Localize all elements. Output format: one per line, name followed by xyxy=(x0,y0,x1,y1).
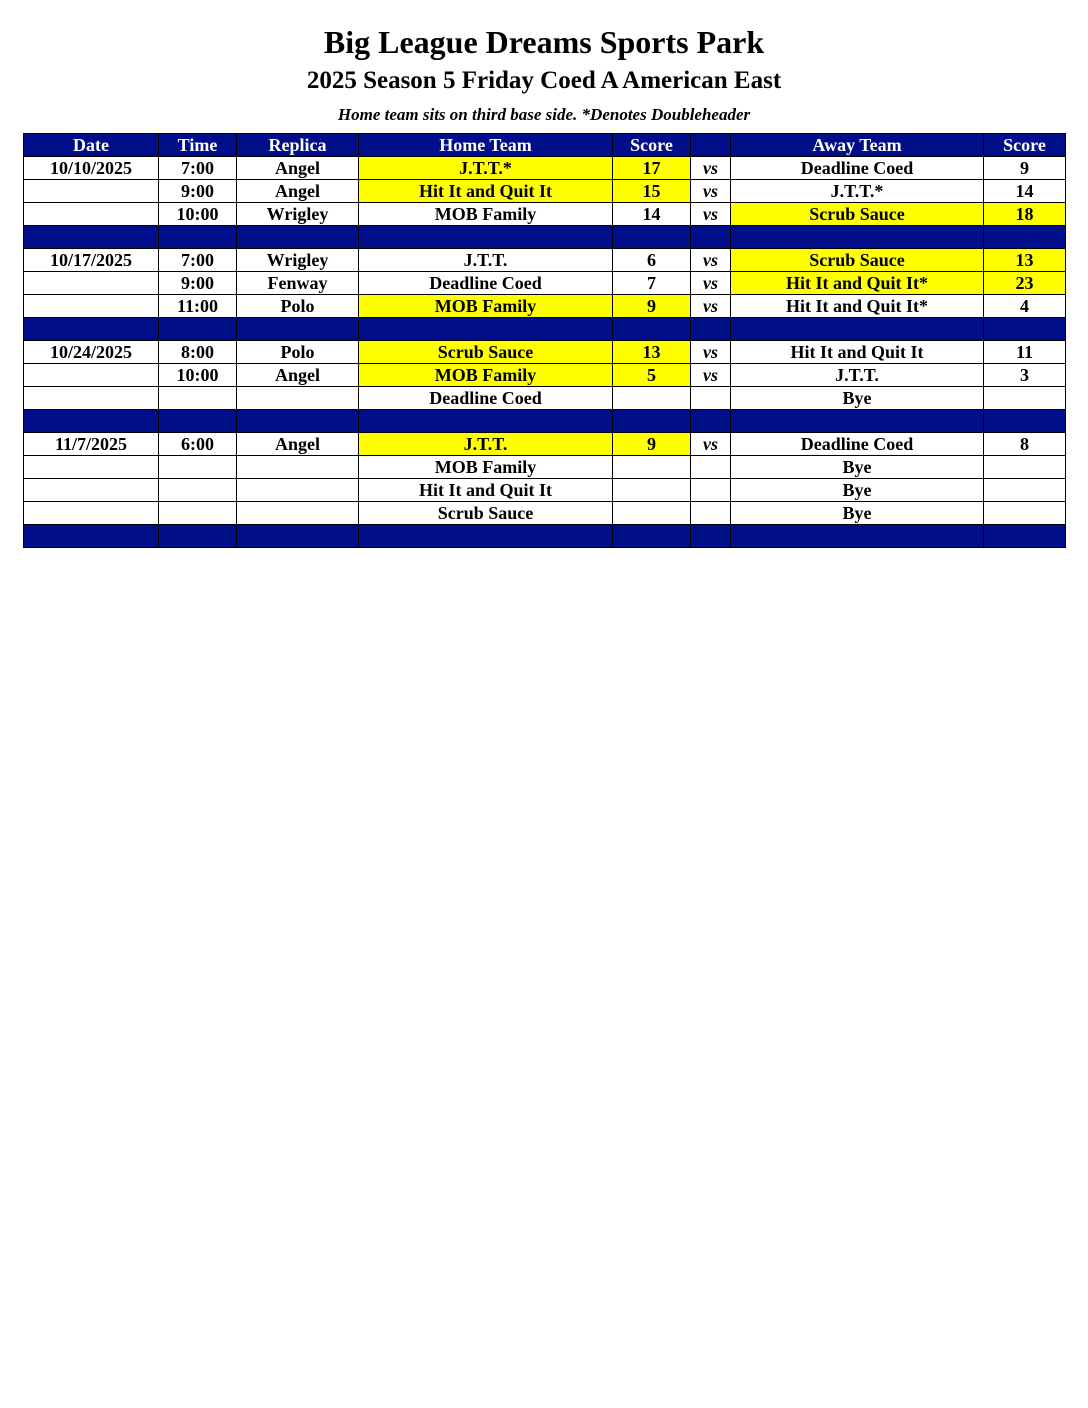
page-subtitle: 2025 Season 5 Friday Coed A American East xyxy=(306,67,782,94)
separator-cell xyxy=(691,318,731,341)
time-cell xyxy=(159,479,237,502)
table-row xyxy=(24,295,1066,318)
away-score-cell xyxy=(984,387,1066,410)
date-cell xyxy=(24,364,159,387)
away-team-cell: Hit It and Quit It xyxy=(731,341,984,364)
separator-cell xyxy=(24,318,159,341)
separator-cell xyxy=(237,525,359,548)
away-score-cell: 18 xyxy=(984,203,1066,226)
column-header-vs xyxy=(691,134,731,157)
away-team-cell: Deadline Coed xyxy=(731,157,984,180)
separator-cell xyxy=(984,318,1066,341)
vs-cell: vs xyxy=(691,157,731,180)
date-cell xyxy=(24,180,159,203)
table-row xyxy=(24,180,1066,203)
away-team-cell: J.T.T. xyxy=(731,364,984,387)
column-header-replica: Replica xyxy=(237,134,359,157)
table-row xyxy=(24,203,1066,226)
home-score-cell: 14 xyxy=(613,203,691,226)
separator-cell xyxy=(691,410,731,433)
time-cell: 6:00 xyxy=(159,433,237,456)
vs-cell: vs xyxy=(691,249,731,272)
home-score-cell xyxy=(613,502,691,525)
away-team-cell: J.T.T.* xyxy=(731,180,984,203)
replica-cell xyxy=(237,502,359,525)
table-row xyxy=(24,456,1066,479)
separator-cell xyxy=(24,226,159,249)
table-row xyxy=(24,341,1066,364)
away-score-cell: 11 xyxy=(984,341,1066,364)
column-header-home-score: Score xyxy=(613,134,691,157)
separator-cell xyxy=(24,410,159,433)
home-score-cell: 7 xyxy=(613,272,691,295)
vs-cell: vs xyxy=(691,364,731,387)
home-team-cell: Scrub Sauce xyxy=(359,502,613,525)
column-header-date: Date xyxy=(24,134,159,157)
separator-cell xyxy=(159,525,237,548)
date-cell xyxy=(24,502,159,525)
table-row xyxy=(24,479,1066,502)
vs-cell xyxy=(691,456,731,479)
replica-cell: Polo xyxy=(237,341,359,364)
schedule-table xyxy=(23,133,1066,548)
separator-cell xyxy=(691,226,731,249)
date-cell xyxy=(24,479,159,502)
home-team-cell: Hit It and Quit It xyxy=(359,180,613,203)
date-cell: 11/7/2025 xyxy=(24,433,159,456)
date-cell: 10/24/2025 xyxy=(24,341,159,364)
vs-cell: vs xyxy=(691,203,731,226)
separator-cell xyxy=(159,318,237,341)
vs-cell xyxy=(691,387,731,410)
separator-row xyxy=(24,410,1066,433)
column-header-home-team: Home Team xyxy=(359,134,613,157)
time-cell: 11:00 xyxy=(159,295,237,318)
date-cell xyxy=(24,456,159,479)
home-score-cell: 5 xyxy=(613,364,691,387)
home-team-cell: MOB Family xyxy=(359,203,613,226)
replica-cell: Angel xyxy=(237,433,359,456)
separator-cell xyxy=(613,525,691,548)
table-row xyxy=(24,387,1066,410)
away-score-cell: 4 xyxy=(984,295,1066,318)
separator-cell xyxy=(691,525,731,548)
replica-cell xyxy=(237,456,359,479)
away-team-cell: Bye xyxy=(731,387,984,410)
away-team-cell: Scrub Sauce xyxy=(731,203,984,226)
separator-cell xyxy=(24,525,159,548)
away-team-cell: Bye xyxy=(731,479,984,502)
separator-cell xyxy=(159,226,237,249)
away-team-cell: Bye xyxy=(731,502,984,525)
away-score-cell: 8 xyxy=(984,433,1066,456)
home-team-cell: Deadline Coed xyxy=(359,387,613,410)
away-score-cell: 13 xyxy=(984,249,1066,272)
time-cell xyxy=(159,456,237,479)
home-team-cell: MOB Family xyxy=(359,295,613,318)
replica-cell xyxy=(237,479,359,502)
separator-cell xyxy=(731,318,984,341)
header-row xyxy=(24,134,1066,157)
home-score-cell: 9 xyxy=(613,295,691,318)
vs-cell: vs xyxy=(691,295,731,318)
replica-cell xyxy=(237,387,359,410)
time-cell: 8:00 xyxy=(159,341,237,364)
time-cell: 7:00 xyxy=(159,249,237,272)
home-team-cell: J.T.T.* xyxy=(359,157,613,180)
separator-cell xyxy=(731,525,984,548)
separator-cell xyxy=(359,226,613,249)
time-cell: 7:00 xyxy=(159,157,237,180)
away-score-cell xyxy=(984,456,1066,479)
replica-cell: Wrigley xyxy=(237,203,359,226)
date-cell xyxy=(24,387,159,410)
date-cell xyxy=(24,272,159,295)
vs-cell: vs xyxy=(691,180,731,203)
away-score-cell xyxy=(984,479,1066,502)
table-row xyxy=(24,364,1066,387)
time-cell xyxy=(159,502,237,525)
separator-cell xyxy=(613,226,691,249)
away-team-cell: Hit It and Quit It* xyxy=(731,272,984,295)
replica-cell: Polo xyxy=(237,295,359,318)
separator-cell xyxy=(237,318,359,341)
vs-cell: vs xyxy=(691,272,731,295)
separator-cell xyxy=(731,226,984,249)
separator-cell xyxy=(237,226,359,249)
separator-row xyxy=(24,525,1066,548)
replica-cell: Angel xyxy=(237,157,359,180)
away-score-cell: 9 xyxy=(984,157,1066,180)
separator-cell xyxy=(359,410,613,433)
home-team-cell: MOB Family xyxy=(359,364,613,387)
away-team-cell: Deadline Coed xyxy=(731,433,984,456)
table-row xyxy=(24,433,1066,456)
time-cell: 10:00 xyxy=(159,364,237,387)
time-cell xyxy=(159,387,237,410)
time-cell: 10:00 xyxy=(159,203,237,226)
time-cell: 9:00 xyxy=(159,272,237,295)
away-team-cell: Scrub Sauce xyxy=(731,249,984,272)
date-cell: 10/10/2025 xyxy=(24,157,159,180)
vs-cell: vs xyxy=(691,341,731,364)
separator-cell xyxy=(237,410,359,433)
date-cell xyxy=(24,295,159,318)
home-score-cell: 15 xyxy=(613,180,691,203)
table-row xyxy=(24,249,1066,272)
separator-cell xyxy=(613,318,691,341)
date-cell xyxy=(24,203,159,226)
home-score-cell: 9 xyxy=(613,433,691,456)
vs-cell xyxy=(691,479,731,502)
replica-cell: Angel xyxy=(237,364,359,387)
replica-cell: Angel xyxy=(237,180,359,203)
home-team-cell: J.T.T. xyxy=(359,433,613,456)
home-score-cell xyxy=(613,479,691,502)
vs-cell: vs xyxy=(691,433,731,456)
separator-cell xyxy=(613,410,691,433)
table-row xyxy=(24,502,1066,525)
time-cell: 9:00 xyxy=(159,180,237,203)
vs-cell xyxy=(691,502,731,525)
home-team-cell: MOB Family xyxy=(359,456,613,479)
separator-row xyxy=(24,226,1066,249)
home-team-cell: J.T.T. xyxy=(359,249,613,272)
home-score-cell: 13 xyxy=(613,341,691,364)
separator-cell xyxy=(359,318,613,341)
separator-cell xyxy=(731,410,984,433)
away-team-cell: Bye xyxy=(731,456,984,479)
separator-cell xyxy=(159,410,237,433)
away-team-cell: Hit It and Quit It* xyxy=(731,295,984,318)
away-score-cell: 14 xyxy=(984,180,1066,203)
table-row xyxy=(24,272,1066,295)
separator-cell xyxy=(984,410,1066,433)
page-title: Big League Dreams Sports Park xyxy=(323,24,765,60)
column-header-time: Time xyxy=(159,134,237,157)
date-cell: 10/17/2025 xyxy=(24,249,159,272)
separator-cell xyxy=(359,525,613,548)
separator-row xyxy=(24,318,1066,341)
table-row xyxy=(24,157,1066,180)
home-team-cell: Scrub Sauce xyxy=(359,341,613,364)
separator-cell xyxy=(984,226,1066,249)
replica-cell: Wrigley xyxy=(237,249,359,272)
away-score-cell: 3 xyxy=(984,364,1066,387)
schedule-note: Home team sits on third base side. *Denotes Doubleheader xyxy=(337,105,751,124)
away-score-cell: 23 xyxy=(984,272,1066,295)
home-score-cell xyxy=(613,387,691,410)
home-score-cell xyxy=(613,456,691,479)
column-header-away-score: Score xyxy=(984,134,1066,157)
home-team-cell: Hit It and Quit It xyxy=(359,479,613,502)
home-team-cell: Deadline Coed xyxy=(359,272,613,295)
home-score-cell: 17 xyxy=(613,157,691,180)
away-score-cell xyxy=(984,502,1066,525)
replica-cell: Fenway xyxy=(237,272,359,295)
separator-cell xyxy=(984,525,1066,548)
column-header-away-team: Away Team xyxy=(731,134,984,157)
home-score-cell: 6 xyxy=(613,249,691,272)
